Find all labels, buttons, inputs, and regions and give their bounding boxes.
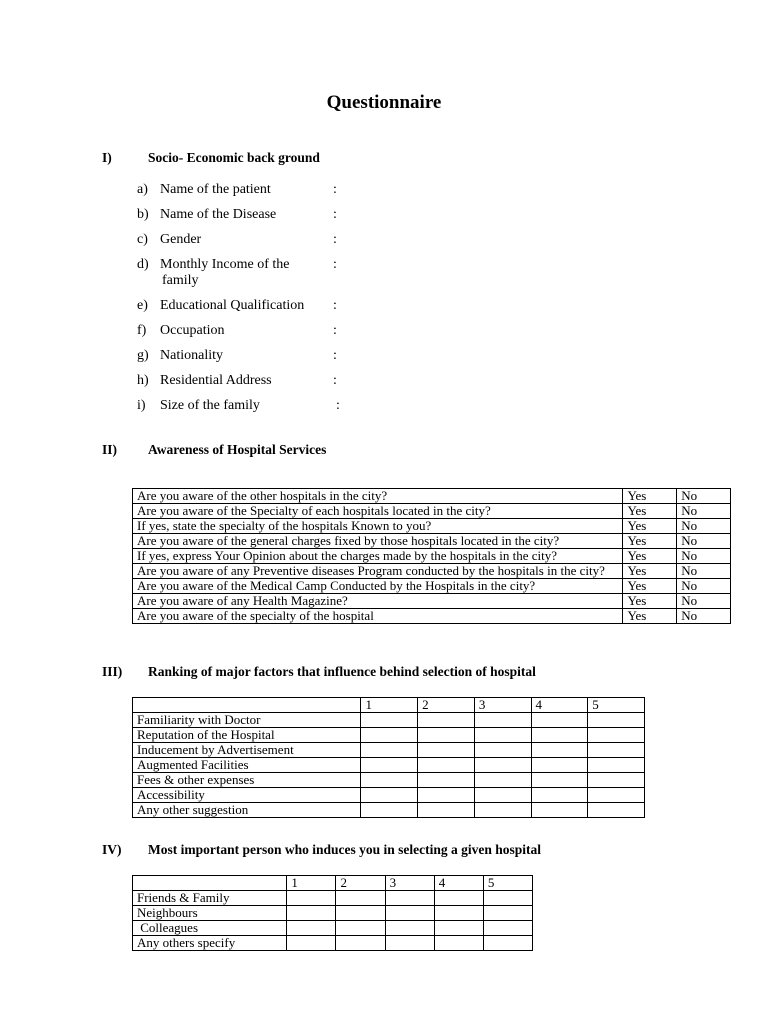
field-colon: : <box>333 323 337 338</box>
section-3-number: III) <box>102 664 123 679</box>
field-label: Monthly Income of the <box>160 257 290 272</box>
field-label: Occupation <box>160 323 225 338</box>
rank-cell[interactable] <box>588 803 645 818</box>
table-row <box>133 906 533 921</box>
field-label: Residential Address <box>160 373 272 388</box>
question-cell: Are you aware of the general charges fixed by those hospitals located in the city? <box>133 534 623 549</box>
rank-cell[interactable] <box>287 921 336 936</box>
section-3-title: Ranking of major factors that influence behind selection of hospital <box>148 664 536 679</box>
factor-label: Reputation of the Hospital <box>133 728 361 743</box>
rank-cell[interactable] <box>361 773 418 788</box>
rank-cell[interactable] <box>531 803 588 818</box>
table-row <box>133 489 731 504</box>
rank-header: 3 <box>385 876 434 891</box>
factor-label: Familiarity with Doctor <box>133 713 361 728</box>
field-row <box>137 398 377 414</box>
field-letter: e) <box>137 298 148 313</box>
question-cell: Are you aware of the Medical Camp Conducted by the Hospitals in the city? <box>133 579 623 594</box>
section-1-title: Socio- Economic back ground <box>148 150 320 165</box>
rank-cell[interactable] <box>474 788 531 803</box>
rank-cell[interactable] <box>336 891 385 906</box>
section-4-title: Most important person who induces you in selecting a given hospital <box>148 842 542 857</box>
yes-option[interactable]: Yes <box>623 549 677 564</box>
rank-cell[interactable] <box>434 936 483 951</box>
field-label: Name of the Disease <box>160 207 277 222</box>
no-option[interactable]: No <box>677 594 731 609</box>
field-letter: b) <box>137 207 149 222</box>
factor-label: Neighbours <box>133 906 287 921</box>
table-row <box>133 728 645 743</box>
field-colon: : <box>333 373 337 388</box>
no-option[interactable]: No <box>677 564 731 579</box>
rank-header-row <box>133 698 645 713</box>
field-letter: d) <box>137 257 149 272</box>
field-label: Educational Qualification <box>160 298 305 313</box>
field-label: Nationality <box>160 348 223 363</box>
rank-cell[interactable] <box>361 758 418 773</box>
rank-cell[interactable] <box>474 713 531 728</box>
field-letter: i) <box>137 398 146 413</box>
rank-cell[interactable] <box>483 891 532 906</box>
no-option[interactable]: No <box>677 549 731 564</box>
field-colon: : <box>333 232 337 247</box>
rank-cell[interactable] <box>588 773 645 788</box>
no-option[interactable]: No <box>677 534 731 549</box>
table-row <box>133 534 731 549</box>
field-letter: h) <box>137 373 149 388</box>
factor-label: Augmented Facilities <box>133 758 361 773</box>
rank-header: 4 <box>531 698 588 713</box>
field-letter: g) <box>137 348 149 363</box>
rank-cell[interactable] <box>588 713 645 728</box>
rank-cell[interactable] <box>474 758 531 773</box>
rank-cell[interactable] <box>418 743 475 758</box>
rank-cell[interactable] <box>588 758 645 773</box>
table-row <box>133 609 731 624</box>
no-option[interactable]: No <box>677 579 731 594</box>
table-row <box>133 921 533 936</box>
rank-cell[interactable] <box>418 788 475 803</box>
rank-cell[interactable] <box>531 773 588 788</box>
rank-header: 3 <box>474 698 531 713</box>
rank-cell[interactable] <box>361 803 418 818</box>
field-row <box>137 348 377 364</box>
table-row <box>133 579 731 594</box>
field-label-continued: family <box>162 273 199 288</box>
table-row <box>133 773 645 788</box>
field-colon: : <box>336 398 340 413</box>
factor-label: Fees & other expenses <box>133 773 361 788</box>
field-colon: : <box>333 207 337 222</box>
question-cell: If yes, state the specialty of the hospitals Known to you? <box>133 519 623 534</box>
factor-label: Friends & Family <box>133 891 287 906</box>
rank-header: 2 <box>336 876 385 891</box>
field-row <box>137 298 377 314</box>
rank-header: 1 <box>361 698 418 713</box>
rank-cell[interactable] <box>385 906 434 921</box>
rank-header: 4 <box>434 876 483 891</box>
yes-option[interactable]: Yes <box>623 519 677 534</box>
header-blank-cell <box>133 698 361 713</box>
field-label: Name of the patient <box>160 182 271 197</box>
rank-cell[interactable] <box>474 728 531 743</box>
field-label: Size of the family <box>160 398 260 413</box>
page-title: Questionnaire <box>326 92 442 113</box>
field-colon: : <box>333 298 337 313</box>
yes-option[interactable]: Yes <box>623 564 677 579</box>
field-letter: c) <box>137 232 148 247</box>
awareness-table <box>132 488 731 624</box>
rank-cell[interactable] <box>483 936 532 951</box>
rank-cell[interactable] <box>361 728 418 743</box>
question-cell: Are you aware of the specialty of the hospital <box>133 609 623 624</box>
question-cell: Are you aware of any Health Magazine? <box>133 594 623 609</box>
rank-cell[interactable] <box>361 713 418 728</box>
rank-cell[interactable] <box>474 803 531 818</box>
rank-cell[interactable] <box>434 906 483 921</box>
section-2-title: Awareness of Hospital Services <box>148 442 327 457</box>
factor-label: Any other suggestion <box>133 803 361 818</box>
section-1-number: I) <box>102 150 112 165</box>
header-blank-cell <box>133 876 287 891</box>
rank-cell[interactable] <box>418 728 475 743</box>
field-row <box>137 373 377 389</box>
yes-option[interactable]: Yes <box>623 609 677 624</box>
rank-cell[interactable] <box>385 891 434 906</box>
rank-cell[interactable] <box>385 921 434 936</box>
field-colon: : <box>333 182 337 197</box>
rank-cell[interactable] <box>483 906 532 921</box>
field-label: Gender <box>160 232 202 247</box>
rank-cell[interactable] <box>474 773 531 788</box>
rank-cell[interactable] <box>418 758 475 773</box>
rank-cell[interactable] <box>418 713 475 728</box>
question-cell: Are you aware of the Specialty of each hospitals located in the city? <box>133 504 623 519</box>
yes-option[interactable]: Yes <box>623 489 677 504</box>
question-cell: Are you aware of any Preventive diseases Program conducted by the hospitals in the city? <box>133 564 623 579</box>
table-row <box>133 891 533 906</box>
table-row <box>133 504 731 519</box>
yes-option[interactable]: Yes <box>623 579 677 594</box>
factor-label: Colleagues <box>133 921 287 936</box>
rank-cell[interactable] <box>418 773 475 788</box>
rank-cell[interactable] <box>588 788 645 803</box>
rank-header: 2 <box>418 698 475 713</box>
factor-ranking-table <box>132 697 645 818</box>
table-row <box>133 713 645 728</box>
rank-cell[interactable] <box>588 728 645 743</box>
field-letter: a) <box>137 182 148 197</box>
rank-cell[interactable] <box>483 921 532 936</box>
rank-cell[interactable] <box>287 906 336 921</box>
rank-header-row <box>133 876 533 891</box>
rank-cell[interactable] <box>531 713 588 728</box>
section-4-number: IV) <box>102 842 122 857</box>
rank-cell[interactable] <box>531 788 588 803</box>
table-row <box>133 788 645 803</box>
factor-label: Inducement by Advertisement <box>133 743 361 758</box>
rank-cell[interactable] <box>361 788 418 803</box>
yes-option[interactable]: Yes <box>623 504 677 519</box>
rank-cell[interactable] <box>418 803 475 818</box>
question-cell: If yes, express Your Opinion about the charges made by the hospitals in the city? <box>133 549 623 564</box>
rank-header: 1 <box>287 876 336 891</box>
rank-cell[interactable] <box>287 891 336 906</box>
rank-cell[interactable] <box>531 743 588 758</box>
field-row <box>137 232 377 248</box>
rank-cell[interactable] <box>336 936 385 951</box>
field-row <box>137 257 377 289</box>
table-row <box>133 549 731 564</box>
rank-cell[interactable] <box>287 936 336 951</box>
factor-label: Accessibility <box>133 788 361 803</box>
rank-cell[interactable] <box>531 728 588 743</box>
yes-option[interactable]: Yes <box>623 534 677 549</box>
rank-cell[interactable] <box>434 891 483 906</box>
factor-label: Any others specify <box>133 936 287 951</box>
rank-header: 5 <box>588 698 645 713</box>
rank-cell[interactable] <box>588 743 645 758</box>
rank-cell[interactable] <box>434 921 483 936</box>
table-row <box>133 743 645 758</box>
rank-cell[interactable] <box>336 921 385 936</box>
yes-option[interactable]: Yes <box>623 594 677 609</box>
no-option[interactable]: No <box>677 609 731 624</box>
influencer-ranking-table <box>132 875 533 951</box>
rank-header: 5 <box>483 876 532 891</box>
field-colon: : <box>333 257 337 272</box>
table-row <box>133 594 731 609</box>
table-row <box>133 936 533 951</box>
field-row <box>137 207 377 223</box>
no-option[interactable]: No <box>677 504 731 519</box>
table-row <box>133 803 645 818</box>
rank-cell[interactable] <box>336 906 385 921</box>
no-option[interactable]: No <box>677 489 731 504</box>
table-row <box>133 519 731 534</box>
no-option[interactable]: No <box>677 519 731 534</box>
question-cell: Are you aware of the other hospitals in the city? <box>133 489 623 504</box>
field-row <box>137 182 377 198</box>
rank-cell[interactable] <box>531 758 588 773</box>
section-2-number: II) <box>102 442 118 457</box>
field-letter: f) <box>137 323 147 338</box>
table-row <box>133 758 645 773</box>
field-colon: : <box>333 348 337 363</box>
rank-cell[interactable] <box>385 936 434 951</box>
field-row <box>137 323 377 339</box>
rank-cell[interactable] <box>474 743 531 758</box>
table-row <box>133 564 731 579</box>
rank-cell[interactable] <box>361 743 418 758</box>
